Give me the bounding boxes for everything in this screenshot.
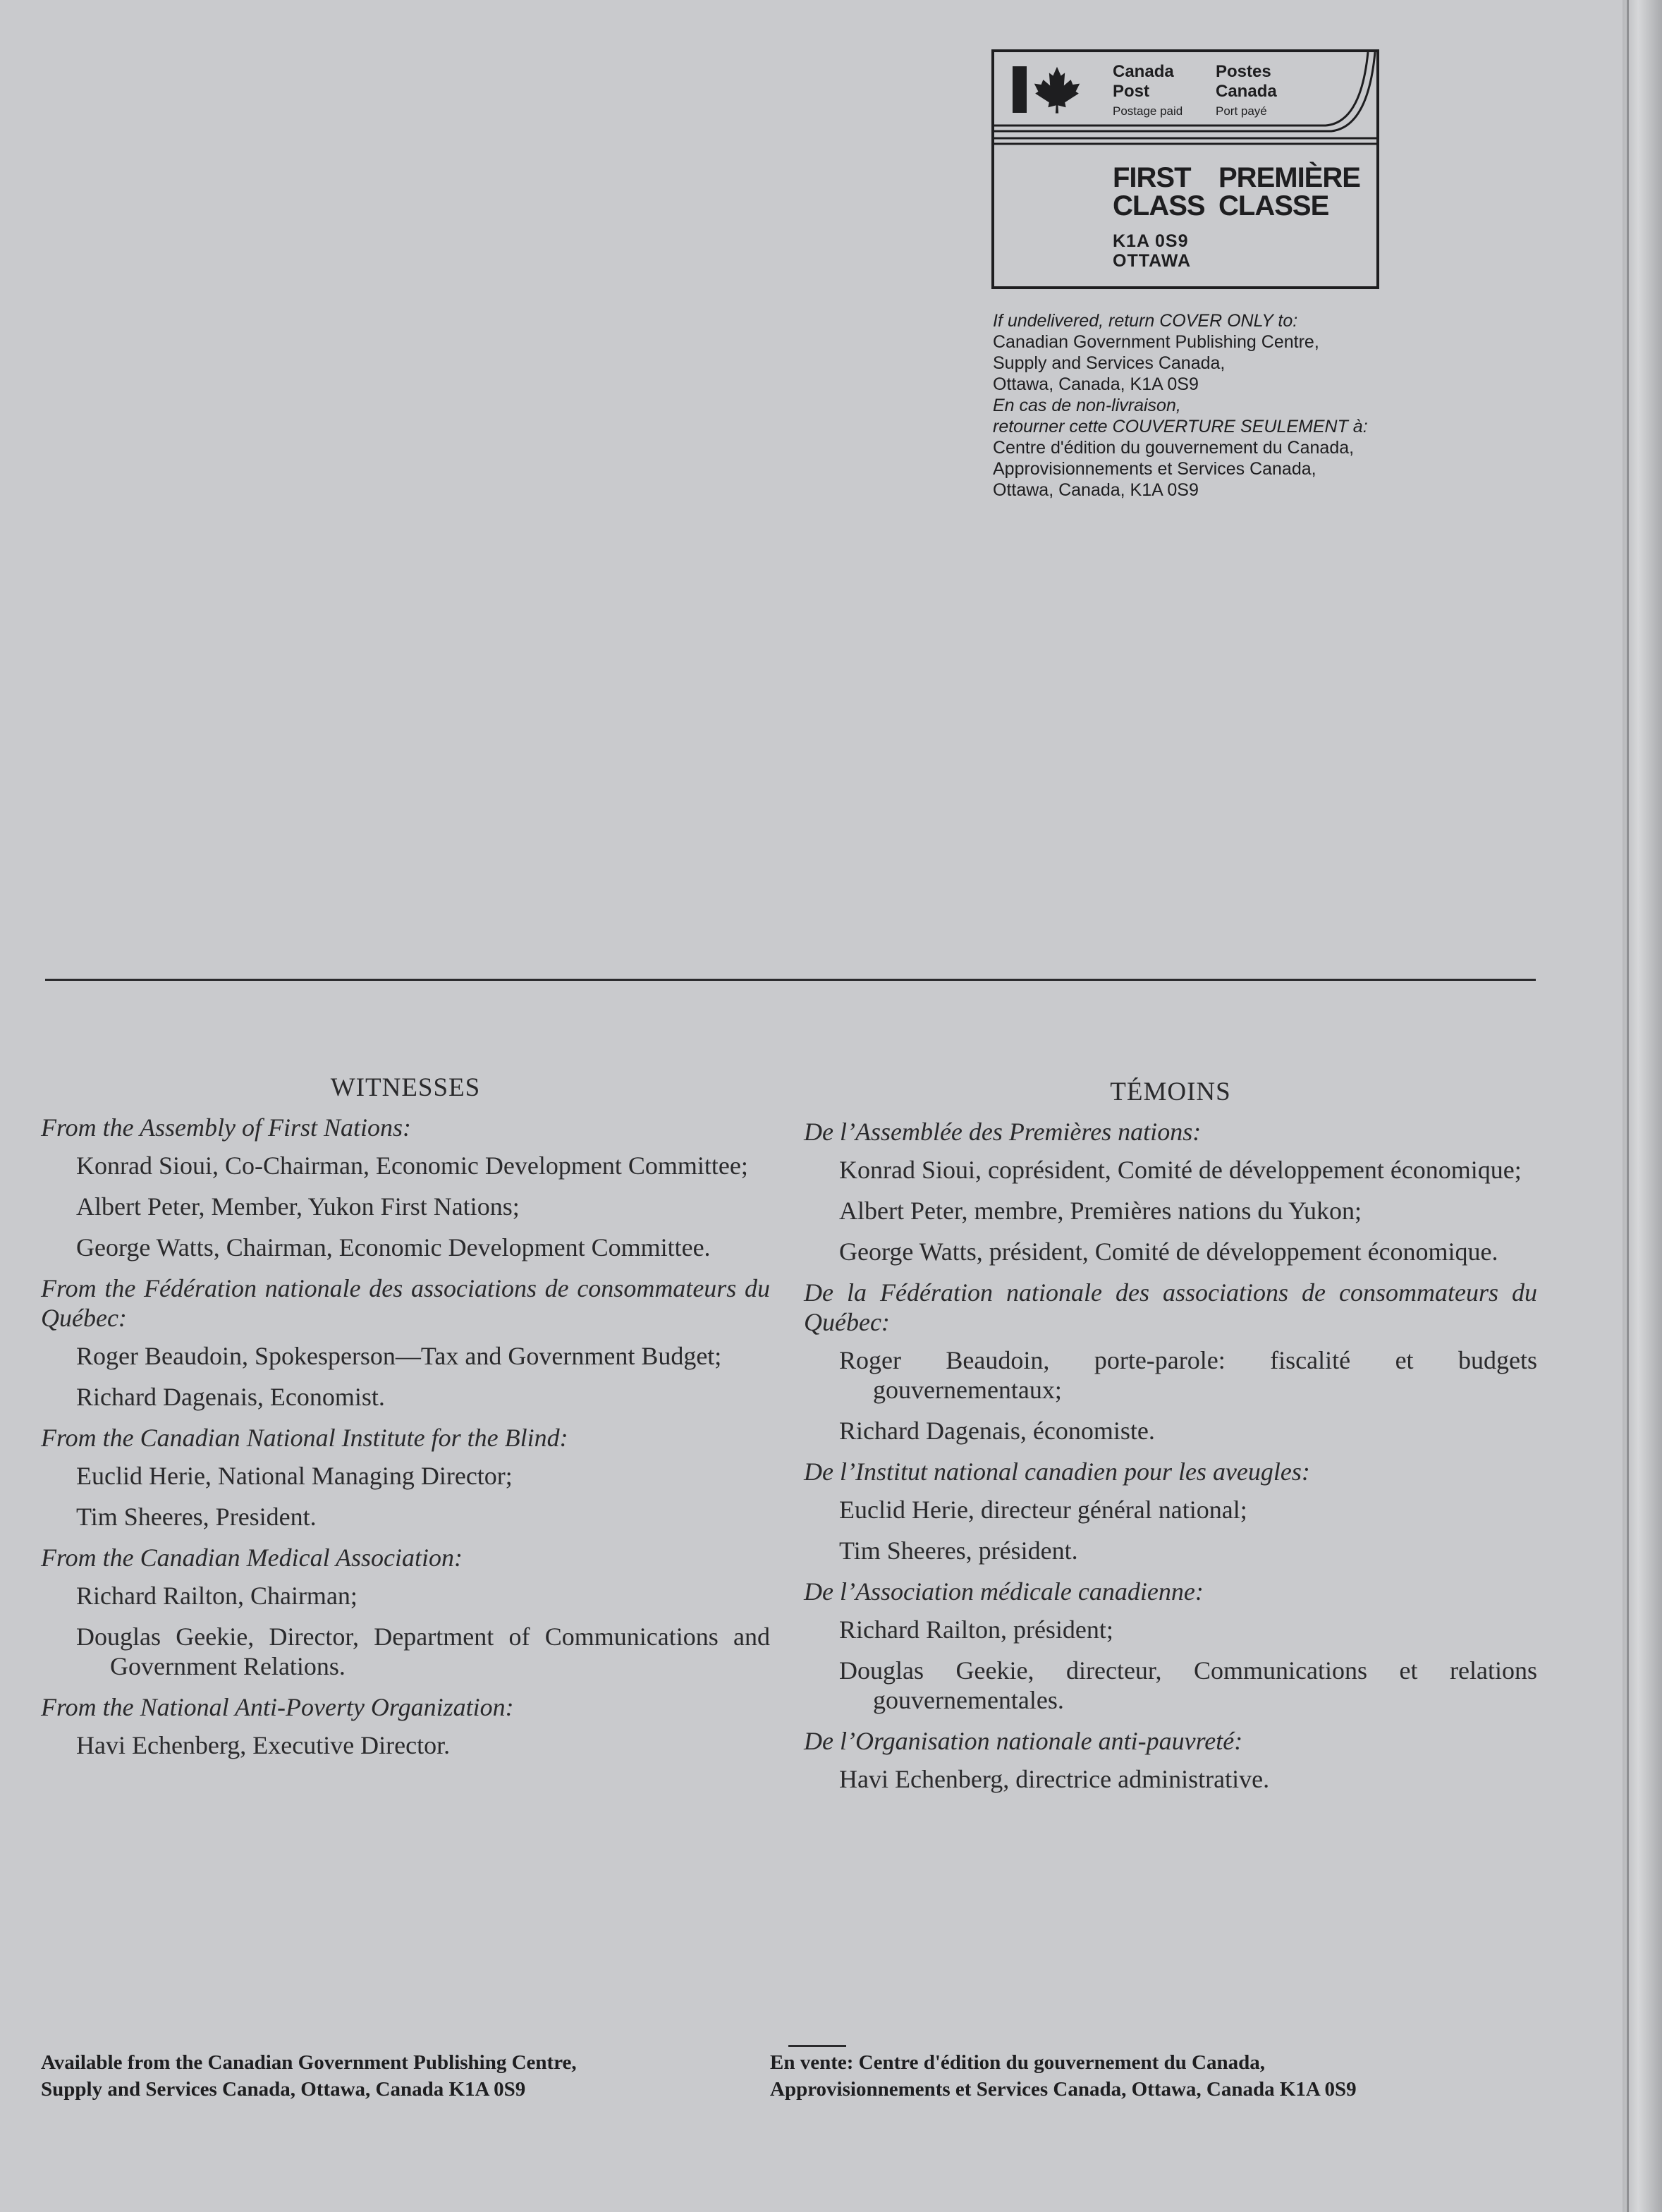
availability-line: Available from the Canadian Government Publishing Centre,: [41, 2051, 577, 2074]
return-line: Approvisionnements et Services Canada,: [993, 459, 1316, 479]
horizontal-divider: [45, 979, 1536, 981]
availability-en: [41, 2049, 577, 2103]
first-class-en: [1113, 164, 1205, 220]
organization-name: De l’Association médicale canadienne:: [804, 1577, 1204, 1606]
short-divider: [788, 2045, 846, 2047]
organization-name: From the National Anti-Poverty Organization:: [41, 1693, 514, 1721]
organization-name: De l’Institut national canadien pour les aveugles:: [804, 1458, 1310, 1486]
witness-entry: Albert Peter, membre, Premières nations du Yukon;: [839, 1197, 1362, 1225]
witnesses-column-en: [41, 1073, 770, 1760]
page-edge: [1623, 0, 1662, 2212]
witness-entry: Tim Sheeres, President.: [76, 1503, 317, 1531]
witness-entry: Havi Echenberg, Executive Director.: [76, 1731, 451, 1759]
return-heading-en: If undelivered, return COVER ONLY to:: [993, 311, 1298, 331]
availability-line: En vente: Centre d'édition du gouvernement du Canada,: [770, 2051, 1265, 2074]
witness-entry: Albert Peter, Member, Yukon First Nations;: [76, 1192, 520, 1221]
port-paye-label: Port payé: [1216, 104, 1267, 118]
witness-entry: Douglas Geekie, directeur, Communications et relations gouvernementales.: [839, 1656, 1537, 1714]
witness-entry: Douglas Geekie, Director, Department of Communications and Government Relations.: [76, 1623, 770, 1680]
witness-entry: Euclid Herie, National Managing Director;: [76, 1462, 513, 1490]
first-label: FIRST: [1113, 162, 1191, 193]
witness-entry: George Watts, président, Comité de développement économique.: [839, 1238, 1498, 1266]
organization-name: De l’Assemblée des Premières nations:: [804, 1118, 1202, 1146]
return-line: Ottawa, Canada, K1A 0S9: [993, 480, 1199, 500]
organization-name: From the Fédération nationale des associations de consommateurs du Québec:: [41, 1274, 770, 1332]
witness-entry: Konrad Sioui, coprésident, Comité de développement économique;: [839, 1156, 1522, 1184]
witness-entry: Roger Beaudoin, Spokesperson—Tax and Government Budget;: [76, 1342, 722, 1370]
organization-name: De la Fédération nationale des associations de consommateurs du Québec:: [804, 1278, 1537, 1336]
postage-paid-label: Postage paid: [1113, 104, 1183, 118]
witnesses-heading: WITNESSES: [330, 1073, 481, 1102]
postes-label: Postes: [1216, 62, 1271, 81]
post-label: Post: [1113, 82, 1150, 101]
return-line: Supply and Services Canada,: [993, 353, 1226, 373]
premiere-classe-fr: [1218, 164, 1360, 220]
return-address: [993, 310, 1444, 501]
postal-code: K1A 0S9: [1113, 231, 1189, 251]
availability-line: Supply and Services Canada, Ottawa, Canada K1A 0S9: [41, 2078, 526, 2101]
organization-name: De l’Organisation nationale anti-pauvreté:: [804, 1727, 1243, 1755]
postal-code-block: [1113, 231, 1191, 271]
canada-post-en: [1113, 62, 1183, 121]
postes-canada-fr: [1216, 62, 1277, 121]
city: OTTAWA: [1113, 251, 1192, 271]
canada-fr-label: Canada: [1216, 82, 1277, 101]
witnesses-column-fr: [804, 1077, 1537, 1794]
availability-line: Approvisionnements et Services Canada, Ottawa, Canada K1A 0S9: [770, 2078, 1357, 2101]
postage-indicia: [991, 49, 1379, 289]
canada-label: Canada: [1113, 62, 1174, 81]
premiere-label: PREMIÈRE: [1218, 162, 1360, 193]
return-line: Centre d'édition du gouvernement du Canada,: [993, 438, 1355, 458]
witness-entry: Richard Dagenais, Economist.: [76, 1383, 385, 1411]
witness-entry: Richard Railton, président;: [839, 1615, 1113, 1644]
witness-entry: Richard Dagenais, économiste.: [839, 1417, 1155, 1445]
organization-name: From the Assembly of First Nations:: [41, 1113, 411, 1142]
temoins-heading: TÉMOINS: [1110, 1077, 1231, 1106]
return-line: Canadian Government Publishing Centre,: [993, 332, 1319, 352]
availability-fr: [770, 2049, 1357, 2103]
return-line: Ottawa, Canada, K1A 0S9: [993, 374, 1199, 394]
swoosh-lines: [994, 52, 1376, 151]
return-heading-fr: En cas de non-livraison,: [993, 396, 1181, 415]
witness-entry: Richard Railton, Chairman;: [76, 1582, 358, 1610]
organization-name: From the Canadian National Institute for the Blind:: [41, 1424, 568, 1452]
organization-name: From the Canadian Medical Association:: [41, 1544, 463, 1572]
witness-entry: George Watts, Chairman, Economic Development Committee.: [76, 1233, 711, 1261]
return-heading-fr: retourner cette COUVERTURE SEULEMENT à:: [993, 417, 1368, 436]
witness-entry: Tim Sheeres, président.: [839, 1536, 1078, 1565]
classe-label: CLASSE: [1218, 190, 1329, 221]
witness-entry: Havi Echenberg, directrice administrative.: [839, 1765, 1270, 1793]
witness-entry: Euclid Herie, directeur général national;: [839, 1496, 1247, 1524]
class-label: CLASS: [1113, 190, 1205, 221]
witness-entry: Roger Beaudoin, porte-parole: fiscalité et budgets gouvernementaux;: [839, 1346, 1537, 1404]
witness-entry: Konrad Sioui, Co-Chairman, Economic Development Committee;: [76, 1151, 748, 1180]
